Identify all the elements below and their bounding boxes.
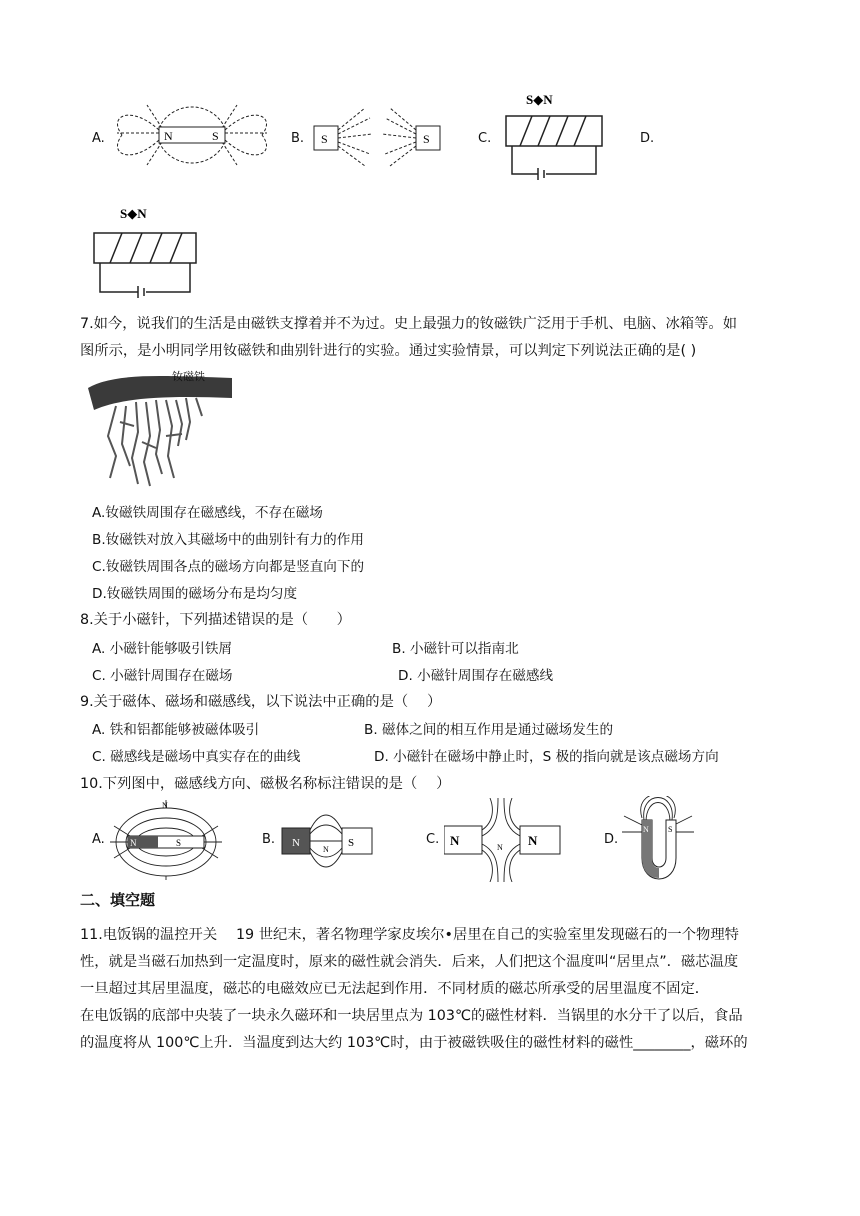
q10-option-b-label: B. (262, 832, 276, 847)
q6-option-d-label: D. (640, 131, 655, 146)
q7-option-b: B.钕磁铁对放入其磁场中的曲别针有力的作用 (92, 532, 364, 548)
q6-figure-a-bar-magnet (112, 100, 272, 170)
q11-line-4: 在电饭锅的底部中央装了一块永久磁环和一块居里点为 103℃的磁性材料．当锅里的水分干了以后，食品 (80, 1008, 743, 1024)
q6-fig-b-left: S (321, 132, 328, 146)
q6-figure-d-solenoid (86, 202, 198, 302)
q8-stem: 8.关于小磁针，下列描述错误的是（ ） (80, 612, 351, 628)
q9-option-a: A. 铁和铝都能够被磁体吸引 (92, 722, 260, 738)
q10-fig-c-right: N (528, 833, 538, 848)
q7-neodymium-magnet-photo (86, 366, 236, 490)
q10-stem: 10.下列图中，磁感线方向、磁极名称标注错误的是（ ） (80, 776, 451, 792)
q6-option-c-label: C. (478, 131, 492, 146)
q10-figure-d-horseshoe (620, 796, 696, 884)
q9-option-c: C. 磁感线是磁场中真实存在的曲线 (92, 749, 301, 765)
q10-option-c-label: C. (426, 832, 440, 847)
q10-fig-a-top: N (162, 801, 168, 810)
q8-option-c: C. 小磁针周围存在磁场 (92, 668, 233, 684)
section-2-heading: 二、填空题 (80, 891, 156, 909)
q10-fig-c-needle: N (497, 843, 503, 852)
q6-option-b-label: B. (291, 131, 305, 146)
q7-photo-label: 钕磁铁 (172, 371, 205, 383)
q11-line-3: 一旦超过其居里温度，磁芯的电磁效应已无法起到作用．不同材质的磁芯所承受的居里温度不固定． (80, 981, 710, 997)
q6-fig-c-needle: S◆N (526, 92, 553, 107)
q10-fig-a-s: S (176, 838, 182, 848)
q10-fig-d-right: S (668, 825, 673, 834)
q6-figure-b-two-poles (310, 104, 445, 168)
q6-fig-a-n: N (164, 129, 173, 143)
q10-figure-a-bar-magnet (108, 800, 224, 880)
q6-fig-a-s: S (212, 129, 219, 143)
q10-option-a-label: A. (92, 832, 105, 847)
q8-option-a: A. 小磁针能够吸引铁屑 (92, 641, 233, 657)
q11-line-2: 性，就是当磁石加热到一定温度时，原来的磁性就会消失．后来，人们把这个温度叫“居里点”．磁芯温度 (80, 954, 739, 970)
q10-fig-b-left: N (292, 837, 300, 849)
q6-figure-c-solenoid (498, 90, 608, 188)
q6-fig-b-right: S (423, 132, 430, 146)
q7-option-d: D.钕磁铁周围的磁场分布是均匀度 (92, 586, 298, 602)
q8-option-b: B. 小磁针可以指南北 (392, 641, 519, 657)
q6-fig-d-needle: S◆N (120, 206, 147, 221)
q10-fig-a-n: N (130, 838, 137, 848)
q10-fig-b-needle: N (323, 845, 329, 854)
q11-line-5: 的温度将从 100℃上升．当温度到达大约 103℃时，由于被磁铁吸住的磁性材料的磁性________，磁环的 (80, 1035, 748, 1051)
q10-fig-b-right: S (348, 837, 355, 849)
q7-option-a: A.钕磁铁周围存在磁感线，不存在磁场 (92, 505, 323, 521)
q10-option-d-label: D. (604, 832, 619, 847)
q7-stem-line-2: 图所示，是小明同学用钕磁铁和曲别针进行的实验。通过实验情景，可以判定下列说法正确的是( ) (80, 343, 697, 359)
q10-figure-b-poles (280, 812, 376, 870)
q10-figure-c-like-poles (444, 798, 562, 882)
q7-stem-line-1: 7.如今，说我们的生活是由磁铁支撑着并不为过。史上最强力的钕磁铁广泛用于手机、电脑、冰箱等。如 (80, 316, 737, 332)
q9-option-b: B. 磁体之间的相互作用是通过磁场发生的 (364, 722, 614, 738)
q10-fig-c-left: N (450, 833, 460, 848)
q8-option-d: D. 小磁针周围存在磁感线 (398, 668, 554, 684)
q9-option-d: D. 小磁针在磁场中静止时，S 极的指向就是该点磁场方向 (374, 749, 719, 765)
q9-stem: 9.关于磁体、磁场和磁感线，以下说法中正确的是（ ） (80, 694, 442, 710)
q6-option-a-label: A. (92, 131, 105, 146)
q10-fig-d-left: N (643, 825, 649, 834)
q7-option-c: C.钕磁铁周围各点的磁场方向都是竖直向下的 (92, 559, 365, 575)
q11-line-1: 11.电饭锅的温控开关 19 世纪末，著名物理学家皮埃尔•居里在自己的实验室里发现磁石的一个物理特 (80, 927, 739, 943)
